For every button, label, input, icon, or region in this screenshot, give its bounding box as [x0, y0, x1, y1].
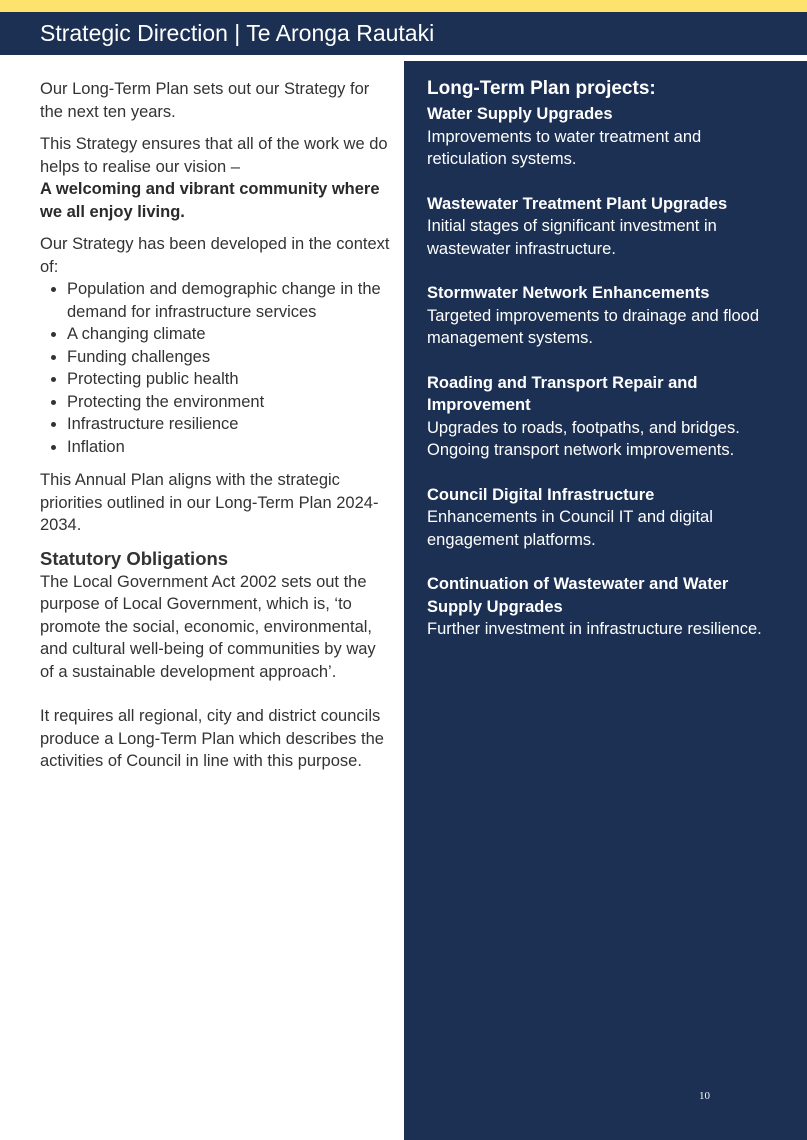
statutory-heading: Statutory Obligations — [40, 547, 229, 569]
project-item — [427, 103, 777, 171]
project-title: Council Digital Infrastructure — [427, 485, 655, 504]
list-item: • Funding challenges — [67, 346, 390, 369]
list-item: • Population and demographic change in the demand for infrastructure services — [67, 278, 390, 323]
list-item: • Inflation — [67, 436, 390, 459]
project-item — [427, 372, 777, 462]
context-list — [40, 278, 390, 458]
projects-panel — [404, 61, 807, 1140]
project-item — [427, 484, 777, 552]
project-title: Stormwater Network Enhancements — [427, 284, 710, 302]
left-column — [40, 78, 390, 783]
project-description: Improvements to water treatment and reticulation systems. — [427, 127, 702, 168]
vision-statement: A welcoming and vibrant community where we all enjoy living. — [40, 180, 380, 221]
project-item — [427, 282, 777, 350]
strategy-paragraph — [40, 133, 390, 223]
projects-heading: Long-Term Plan projects: — [427, 78, 656, 99]
alignment-paragraph: This Annual Plan aligns with the strategic priorities outlined in our Long-Term Plan 2024-2034. — [40, 471, 379, 534]
project-title: Water Supply Upgrades — [427, 105, 613, 123]
project-description: Upgrades to roads, footpaths, and bridges. Ongoing transport network improvements. — [427, 418, 740, 459]
project-title: Wastewater Treatment Plant Upgrades — [427, 194, 728, 213]
intro-paragraph: Our Long-Term Plan sets out our Strategy for the next ten years. — [40, 80, 370, 121]
list-item: • Protecting public health — [67, 368, 390, 391]
context-intro: Our Strategy has been developed in the context of: — [40, 235, 390, 276]
list-item: • A changing climate — [67, 323, 390, 346]
project-description: Further investment in infrastructure resilience. — [427, 620, 762, 638]
project-title: Roading and Transport Repair and Improvement — [427, 373, 698, 414]
top-accent-stripe — [0, 0, 807, 12]
project-description: Enhancements in Council IT and digital engagement platforms. — [427, 508, 713, 549]
project-item — [427, 193, 777, 261]
page-number: 10 — [699, 1090, 710, 1102]
list-item: • Protecting the environment — [67, 391, 390, 414]
project-description: Targeted improvements to drainage and flood management systems. — [427, 306, 760, 347]
strategy-text: This Strategy ensures that all of the work we do helps to realise our vision – — [40, 135, 388, 176]
paragraph-spacer — [40, 683, 390, 705]
project-description: Initial stages of significant investment in wastewater infrastructure. — [427, 217, 717, 258]
list-item: • Infrastructure resilience — [67, 413, 390, 436]
statutory-paragraph-2: It requires all regional, city and district councils produce a Long-Term Plan which describes the activities of Council in line with this purpose. — [40, 707, 384, 770]
project-title: Continuation of Wastewater and Water Supply Upgrades — [427, 575, 729, 616]
project-item — [427, 573, 777, 641]
page-header — [0, 12, 807, 55]
statutory-paragraph-1: The Local Government Act 2002 sets out the purpose of Local Government, which is, ‘to promote the social, economic, environmental, and cultural well-being of communities by way of a sustainable development approach’. — [40, 572, 376, 681]
page-title: Strategic Direction | Te Aronga Rautaki — [40, 20, 435, 46]
